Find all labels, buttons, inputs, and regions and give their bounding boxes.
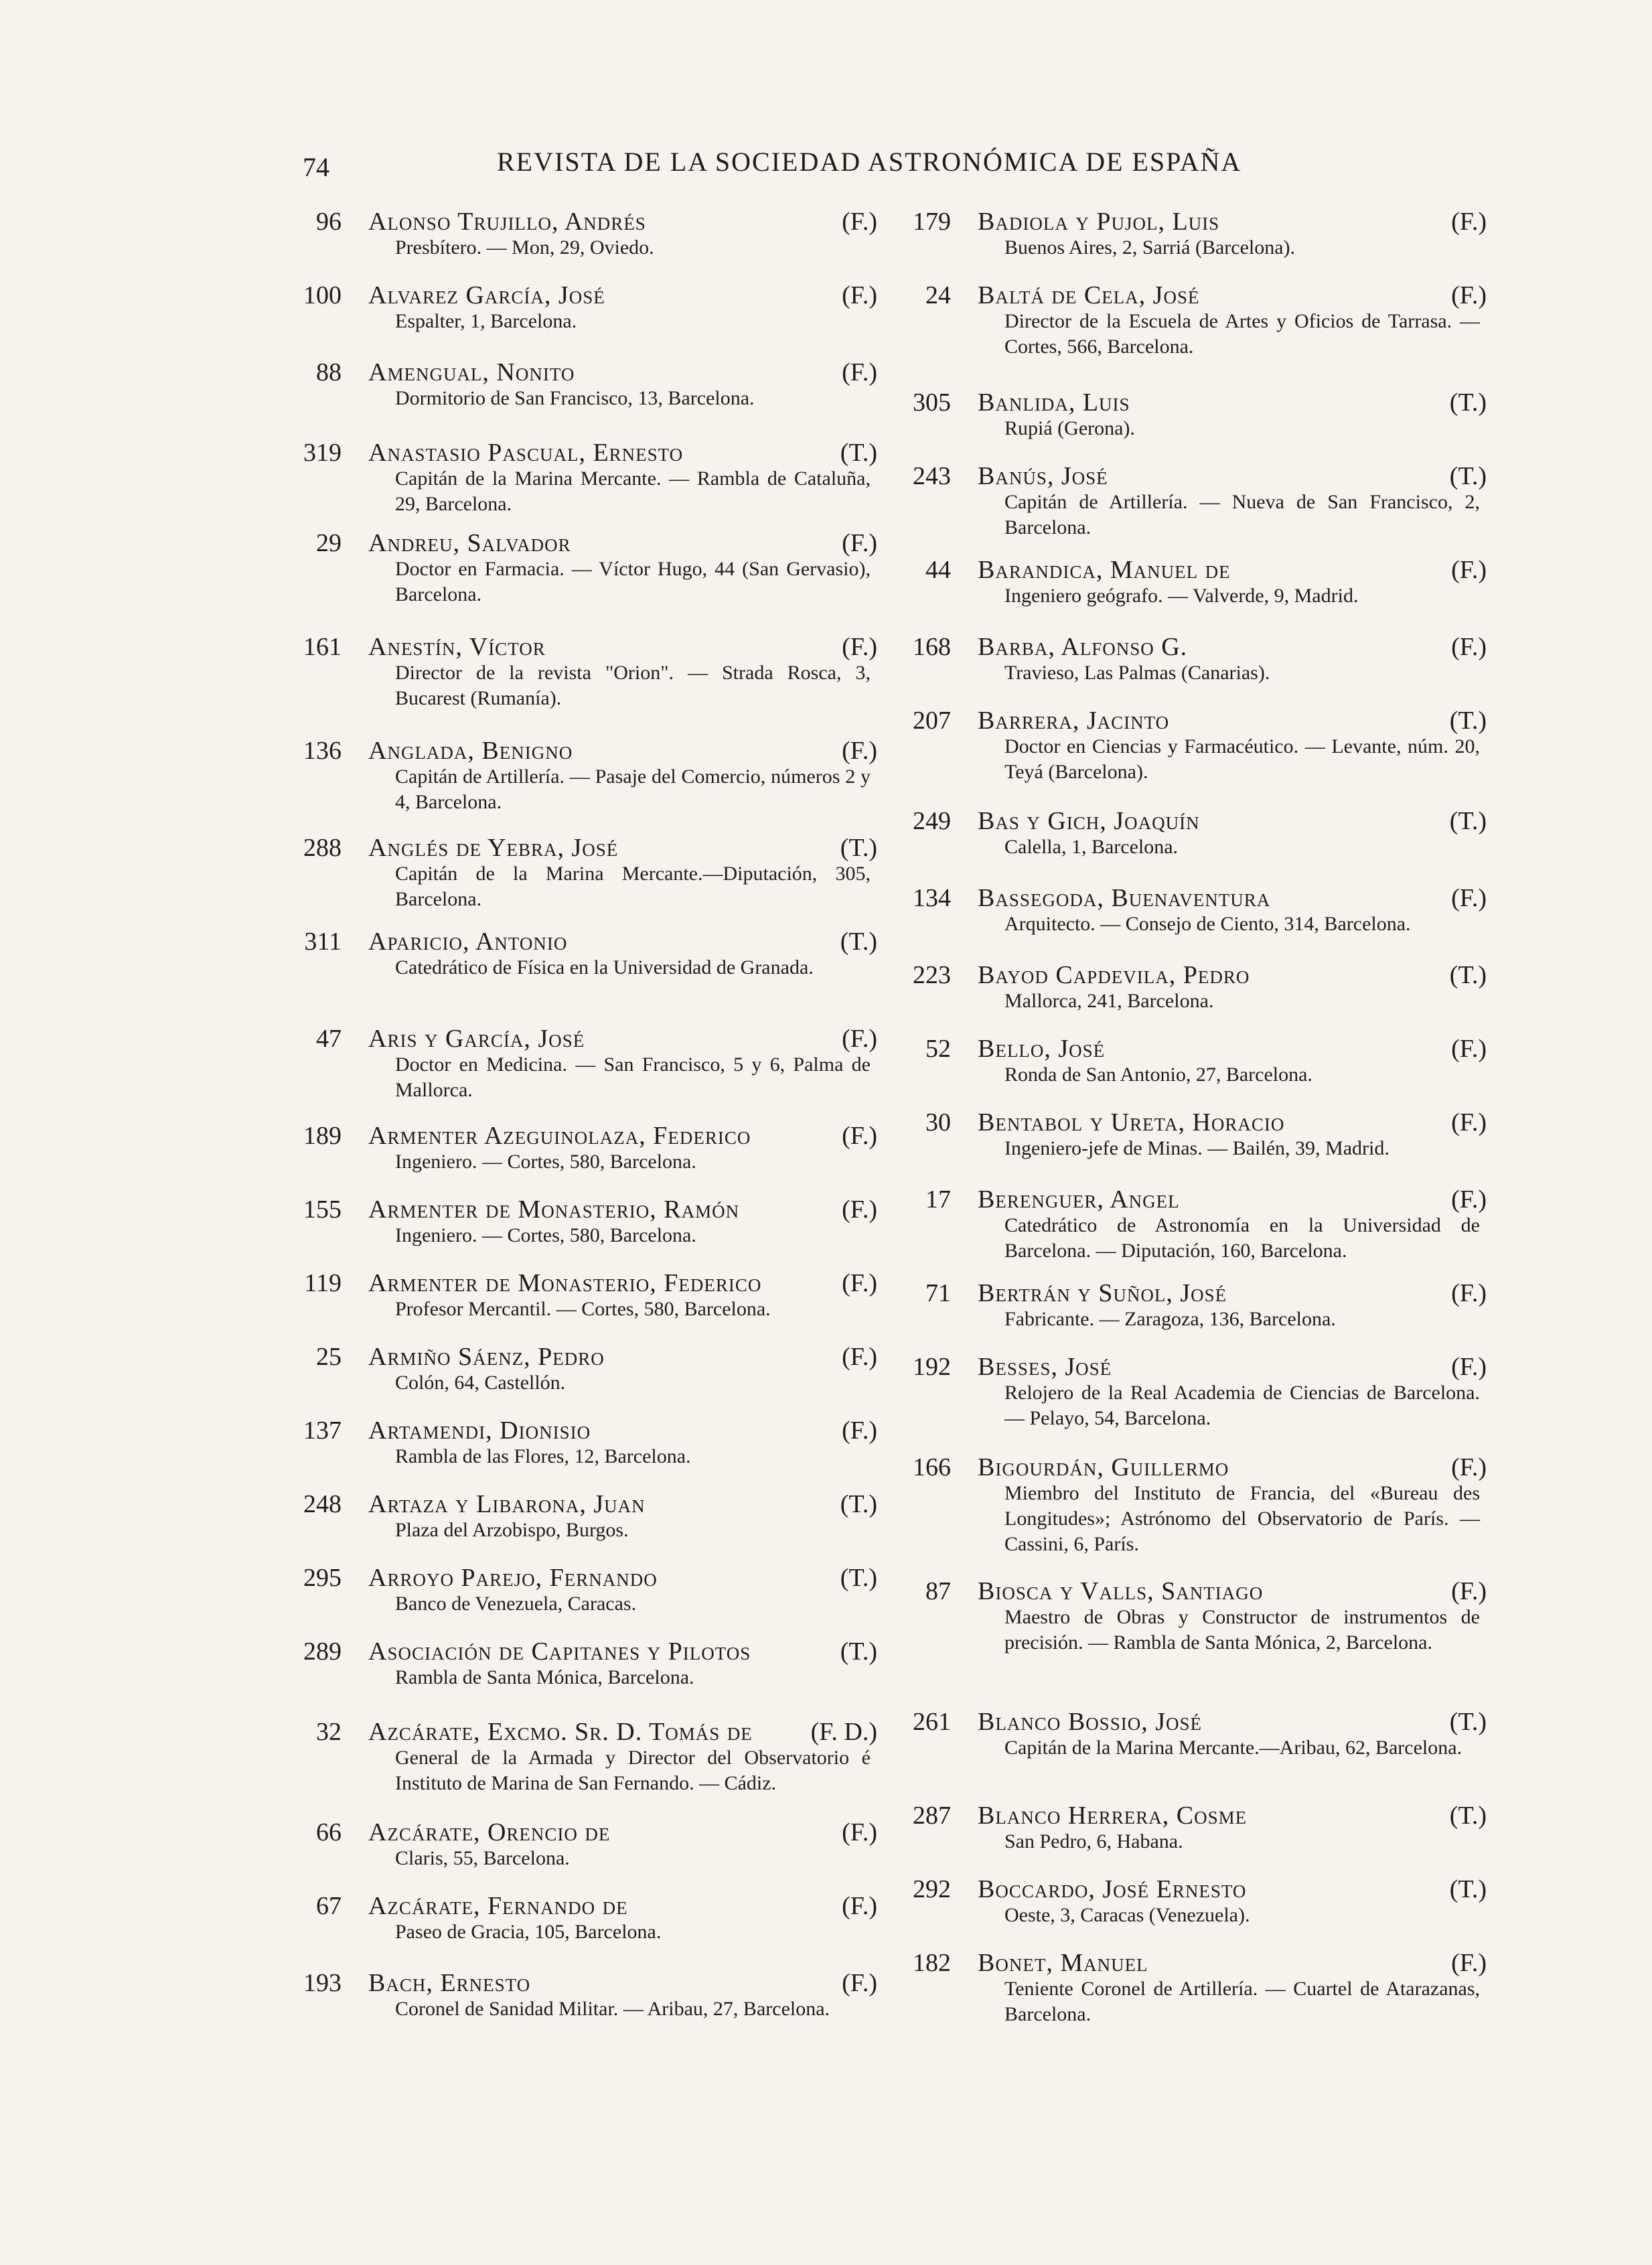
member-entry xyxy=(897,459,1487,540)
member-number: 243 xyxy=(913,462,951,490)
entry-heading xyxy=(288,1634,877,1665)
member-detail: Doctor en Ciencias y Farmacéutico. — Levante, núm. 20, Teyá (Barcelona). xyxy=(1004,735,1480,783)
member-number: 249 xyxy=(913,807,951,835)
member-name: Alvarez García, José xyxy=(368,281,605,309)
member-entry xyxy=(897,1798,1487,1854)
entry-heading xyxy=(897,204,1487,235)
member-entry xyxy=(288,1966,877,2022)
member-number: 88 xyxy=(316,358,342,386)
running-title: REVISTA DE LA SOCIEDAD ASTRONÓMICA DE ESPAÑA xyxy=(497,147,1242,177)
member-category: (F.) xyxy=(1451,556,1487,584)
member-number: 311 xyxy=(304,928,342,956)
entry-heading xyxy=(897,278,1487,309)
member-detail: Rambla de las Flores, 12, Barcelona. xyxy=(395,1445,691,1467)
entry-heading xyxy=(897,1798,1487,1829)
member-detail: Director de la Escuela de Artes y Oficios de Tarrasa. — Cortes, 566, Barcelona. xyxy=(1004,310,1480,358)
member-number: 161 xyxy=(303,633,342,661)
member-detail: Oeste, 3, Caracas (Venezuela). xyxy=(1004,1904,1250,1926)
member-name: Anastasio Pascual, Ernesto xyxy=(368,439,684,467)
member-name: Besses, José xyxy=(978,1353,1112,1381)
member-entry xyxy=(288,1889,877,1945)
member-name: Bigourdán, Guillermo xyxy=(978,1453,1229,1481)
member-detail: Fabricante. — Zaragoza, 136, Barcelona. xyxy=(1004,1308,1336,1330)
entry-heading xyxy=(897,881,1487,911)
member-detail: Mallorca, 241, Barcelona. xyxy=(1004,990,1214,1012)
member-detail: Catedrático de Astronomía en la Universidad de Barcelona. — Diputación, 160, Barcelona. xyxy=(1004,1214,1480,1262)
entry-heading xyxy=(288,1021,877,1052)
member-detail: Ingeniero. — Cortes, 580, Barcelona. xyxy=(395,1224,696,1246)
member-category: (T.) xyxy=(840,1564,877,1592)
entry-heading xyxy=(288,1966,877,1996)
member-name: Aparicio, Antonio xyxy=(368,928,568,956)
member-category: (T.) xyxy=(840,439,877,467)
member-number: 17 xyxy=(925,1185,951,1214)
entry-heading xyxy=(288,830,877,861)
member-number: 305 xyxy=(913,388,951,417)
member-name: Anglés de Yebra, José xyxy=(368,834,619,862)
member-entry xyxy=(288,630,877,711)
member-number: 319 xyxy=(303,439,342,467)
member-name: Bertrán y Suñol, José xyxy=(978,1279,1227,1307)
member-entry xyxy=(897,1031,1487,1088)
member-category: (F.) xyxy=(1451,281,1487,309)
member-number: 71 xyxy=(925,1279,951,1307)
member-entry xyxy=(897,958,1487,1014)
entry-heading xyxy=(288,1339,877,1370)
member-category: (F.) xyxy=(842,208,877,236)
member-name: Bello, José xyxy=(978,1035,1106,1063)
member-category: (F.) xyxy=(842,1195,877,1224)
member-detail: Teniente Coronel de Artillería. — Cuartel de Atarazanas, Barcelona. xyxy=(1004,1978,1480,2025)
entry-heading xyxy=(897,1276,1487,1307)
member-name: Bassegoda, Buenaventura xyxy=(978,884,1271,912)
member-entry xyxy=(288,1118,877,1175)
member-name: Azcárate, Fernando de xyxy=(368,1892,628,1920)
member-category: (F.) xyxy=(1451,884,1487,912)
member-entry xyxy=(288,830,877,912)
entry-heading xyxy=(897,1574,1487,1605)
entry-heading xyxy=(288,733,877,764)
member-number: 182 xyxy=(913,1949,951,1977)
member-name: Bas y Gich, Joaquín xyxy=(978,807,1200,835)
member-name: Artaza y Libarona, Juan xyxy=(368,1490,646,1518)
member-detail: Relojero de la Real Academia de Ciencias de Barcelona. — Pelayo, 54, Barcelona. xyxy=(1004,1382,1480,1429)
member-number: 189 xyxy=(303,1122,342,1150)
member-name: Azcárate, Excmo. Sr. D. Tomás de xyxy=(368,1718,753,1746)
member-category: (T.) xyxy=(1449,1875,1487,1903)
member-detail: Rambla de Santa Mónica, Barcelona. xyxy=(395,1666,694,1688)
member-number: 32 xyxy=(316,1718,342,1746)
member-entry xyxy=(288,924,877,980)
member-number: 44 xyxy=(925,556,951,584)
member-number: 179 xyxy=(913,208,951,236)
member-detail: Capitán de la Marina Mercante.—Diputación, 305, Barcelona. xyxy=(395,863,871,910)
member-number: 134 xyxy=(913,884,951,912)
member-entry xyxy=(288,1560,877,1617)
member-name: Armenter de Monasterio, Federico xyxy=(368,1269,762,1297)
member-detail: San Pedro, 6, Habana. xyxy=(1004,1830,1183,1852)
member-category: (F.) xyxy=(1451,1453,1487,1481)
member-entry xyxy=(897,278,1487,360)
member-name: Armenter Azeguinolaza, Federico xyxy=(368,1122,751,1150)
page-number: 74 xyxy=(303,152,329,182)
member-name: Armiño Sáenz, Pedro xyxy=(368,1343,605,1371)
entry-heading xyxy=(288,1118,877,1149)
member-detail: Paseo de Gracia, 105, Barcelona. xyxy=(395,1921,662,1943)
member-number: 29 xyxy=(316,529,342,557)
member-name: Asociación de Capitanes y Pilotos xyxy=(368,1637,751,1666)
member-name: Anestín, Víctor xyxy=(368,633,546,661)
member-category: (F. D.) xyxy=(810,1718,877,1746)
entry-heading xyxy=(897,958,1487,989)
member-category: (F.) xyxy=(842,1969,877,1997)
member-number: 168 xyxy=(913,633,951,661)
member-name: Armenter de Monasterio, Ramón xyxy=(368,1195,740,1224)
member-entry xyxy=(897,630,1487,686)
member-category: (F.) xyxy=(842,1122,877,1150)
member-number: 119 xyxy=(304,1269,342,1297)
entry-heading xyxy=(897,1450,1487,1481)
member-entry xyxy=(897,385,1487,441)
member-category: (F.) xyxy=(1451,1108,1487,1137)
member-detail: Ingeniero. — Cortes, 580, Barcelona. xyxy=(395,1151,696,1173)
entry-heading xyxy=(288,355,877,386)
member-number: 155 xyxy=(303,1195,342,1224)
member-number: 192 xyxy=(913,1353,951,1381)
entry-heading xyxy=(897,703,1487,734)
member-number: 47 xyxy=(316,1025,342,1053)
member-entry xyxy=(288,1634,877,1690)
member-detail: Capitán de Artillería. — Pasaje del Comercio, números 2 y 4, Barcelona. xyxy=(395,765,871,813)
entry-heading xyxy=(288,278,877,309)
entry-heading xyxy=(288,526,877,557)
member-number: 24 xyxy=(925,281,951,309)
member-name: Berenguer, Angel xyxy=(978,1185,1180,1214)
member-detail: General de la Armada y Director del Observatorio é Instituto de Marina de San Fernando. — Cádiz. xyxy=(395,1747,871,1794)
member-name: Baltá de Cela, José xyxy=(978,281,1200,309)
member-category: (F.) xyxy=(842,1416,877,1445)
member-category: (F.) xyxy=(842,1025,877,1053)
member-entry xyxy=(288,1339,877,1396)
member-category: (F.) xyxy=(1451,1279,1487,1307)
entry-heading xyxy=(288,630,877,660)
member-detail: Doctor en Farmacia. — Víctor Hugo, 44 (San Gervasio), Barcelona. xyxy=(395,558,871,605)
member-detail: Calella, 1, Barcelona. xyxy=(1004,836,1179,858)
member-number: 295 xyxy=(303,1564,342,1592)
member-category: (F.) xyxy=(842,737,877,765)
member-entry xyxy=(897,1276,1487,1332)
member-name: Azcárate, Orencio de xyxy=(368,1818,611,1846)
member-entry xyxy=(288,1021,877,1103)
page-header xyxy=(303,146,1454,186)
member-entry xyxy=(897,1946,1487,2027)
member-category: (T.) xyxy=(1449,961,1487,989)
member-category: (F.) xyxy=(1451,1185,1487,1214)
entry-heading xyxy=(897,804,1487,834)
member-entry xyxy=(288,204,877,261)
member-name: Bentabol y Ureta, Horacio xyxy=(978,1108,1285,1137)
entry-heading xyxy=(897,385,1487,416)
member-name: Anglada, Benigno xyxy=(368,737,573,765)
member-detail: Arquitecto. — Consejo de Ciento, 314, Barcelona. xyxy=(1004,913,1411,935)
entry-heading xyxy=(897,1182,1487,1213)
member-name: Biosca y Valls, Santiago xyxy=(978,1577,1264,1605)
entry-heading xyxy=(288,435,877,466)
member-number: 287 xyxy=(913,1802,951,1830)
member-category: (T.) xyxy=(840,928,877,956)
member-category: (F.) xyxy=(842,1269,877,1297)
member-name: Bach, Ernesto xyxy=(368,1969,531,1997)
member-entry xyxy=(897,1872,1487,1928)
member-category: (F.) xyxy=(842,1818,877,1846)
member-number: 223 xyxy=(913,961,951,989)
member-entry xyxy=(897,553,1487,609)
member-entry xyxy=(288,1266,877,1322)
member-name: Aris y García, José xyxy=(368,1025,585,1053)
member-category: (F.) xyxy=(1451,1035,1487,1063)
member-detail: Coronel de Sanidad Militar. — Aribau, 27, Barcelona. xyxy=(395,1998,830,2020)
member-name: Banlida, Luis xyxy=(978,388,1130,417)
member-detail: Rupiá (Gerona). xyxy=(1004,417,1135,439)
member-entry xyxy=(288,355,877,411)
member-category: (T.) xyxy=(1449,807,1487,835)
member-detail: Claris, 55, Barcelona. xyxy=(395,1847,570,1869)
member-number: 137 xyxy=(303,1416,342,1445)
member-entry xyxy=(288,1815,877,1871)
member-number: 66 xyxy=(316,1818,342,1846)
entry-heading xyxy=(897,1349,1487,1380)
member-detail: Ronda de San Antonio, 27, Barcelona. xyxy=(1004,1064,1312,1086)
member-number: 248 xyxy=(303,1490,342,1518)
member-category: (T.) xyxy=(1449,1802,1487,1830)
member-detail: Espalter, 1, Barcelona. xyxy=(395,310,577,332)
member-name: Alonso Trujillo, Andrés xyxy=(368,208,646,236)
member-detail: Presbítero. — Mon, 29, Oviedo. xyxy=(395,236,654,259)
member-detail: Travieso, Las Palmas (Canarias). xyxy=(1004,662,1270,684)
entry-heading xyxy=(288,204,877,235)
member-number: 136 xyxy=(303,737,342,765)
entry-heading xyxy=(288,1413,877,1444)
entry-heading xyxy=(288,1815,877,1846)
member-name: Barandica, Manuel de xyxy=(978,556,1231,584)
member-detail: Capitán de la Marina Mercante. — Rambla de Cataluña, 29, Barcelona. xyxy=(395,467,871,515)
member-name: Bonet, Manuel xyxy=(978,1949,1148,1977)
member-number: 193 xyxy=(303,1969,342,1997)
member-category: (F.) xyxy=(1451,1949,1487,1977)
entry-heading xyxy=(897,1031,1487,1062)
entry-heading xyxy=(897,1105,1487,1136)
member-category: (T.) xyxy=(1449,462,1487,490)
member-detail: Ingeniero-jefe de Minas. — Bailén, 39, Madrid. xyxy=(1004,1137,1390,1159)
entry-heading xyxy=(897,1872,1487,1903)
entry-heading xyxy=(288,1266,877,1297)
member-entry xyxy=(897,204,1487,261)
member-name: Arroyo Parejo, Fernando xyxy=(368,1564,658,1592)
member-number: 292 xyxy=(913,1875,951,1903)
entry-heading xyxy=(897,1704,1487,1735)
member-category: (F.) xyxy=(842,1343,877,1371)
member-name: Blanco Bossio, José xyxy=(978,1708,1203,1736)
member-category: (T.) xyxy=(840,834,877,862)
member-number: 52 xyxy=(925,1035,951,1063)
member-name: Amengual, Nonito xyxy=(368,358,575,386)
entry-heading xyxy=(897,459,1487,490)
member-category: (T.) xyxy=(1449,1708,1487,1736)
member-name: Andreu, Salvador xyxy=(368,529,571,557)
member-name: Barba, Alfonso G. xyxy=(978,633,1188,661)
member-number: 100 xyxy=(303,281,342,309)
member-category: (F.) xyxy=(842,1892,877,1920)
member-category: (T.) xyxy=(840,1490,877,1518)
member-detail: Capitán de Artillería. — Nueva de San Francisco, 2, Barcelona. xyxy=(1004,491,1480,538)
member-detail: Maestro de Obras y Constructor de instrumentos de precisión. — Rambla de Santa Mónica, 2, Barcelona. xyxy=(1004,1606,1480,1654)
member-entry xyxy=(897,1349,1487,1431)
member-entry xyxy=(288,1487,877,1543)
member-entry xyxy=(897,1182,1487,1264)
member-number: 288 xyxy=(303,834,342,862)
member-category: (F.) xyxy=(842,529,877,557)
member-entry xyxy=(288,278,877,334)
member-category: (T.) xyxy=(1449,707,1487,735)
member-category: (F.) xyxy=(842,633,877,661)
member-detail: Buenos Aires, 2, Sarriá (Barcelona). xyxy=(1004,236,1296,259)
member-detail: Director de la revista "Orion". — Strada Rosca, 3, Bucarest (Rumanía). xyxy=(395,662,871,709)
member-detail: Colón, 64, Castellón. xyxy=(395,1372,566,1394)
member-category: (F.) xyxy=(1451,633,1487,661)
member-detail: Doctor en Medicina. — San Francisco, 5 y 6, Palma de Mallorca. xyxy=(395,1053,871,1101)
member-detail: Profesor Mercantil. — Cortes, 580, Barcelona. xyxy=(395,1298,771,1320)
member-entry xyxy=(897,1704,1487,1761)
member-name: Bayod Capdevila, Pedro xyxy=(978,961,1250,989)
entry-heading xyxy=(897,553,1487,583)
entry-heading xyxy=(288,1714,877,1745)
member-entry xyxy=(897,804,1487,860)
member-entry xyxy=(288,435,877,517)
member-entry xyxy=(897,1450,1487,1557)
member-name: Blanco Herrera, Cosme xyxy=(978,1802,1248,1830)
member-number: 207 xyxy=(913,707,951,735)
member-detail: Capitán de la Marina Mercante.—Aribau, 62, Barcelona. xyxy=(1004,1737,1462,1759)
member-number: 166 xyxy=(913,1453,951,1481)
member-entry xyxy=(897,1105,1487,1161)
member-entry xyxy=(288,1714,877,1796)
member-category: (F.) xyxy=(1451,1353,1487,1381)
member-category: (F.) xyxy=(842,358,877,386)
member-entry xyxy=(288,733,877,815)
member-entry xyxy=(288,1192,877,1248)
member-category: (T.) xyxy=(1449,388,1487,417)
entry-heading xyxy=(288,1889,877,1919)
member-name: Banús, José xyxy=(978,462,1108,490)
entry-heading xyxy=(288,1487,877,1518)
member-number: 30 xyxy=(925,1108,951,1137)
member-number: 261 xyxy=(913,1708,951,1736)
member-detail: Banco de Venezuela, Caracas. xyxy=(395,1593,637,1615)
member-number: 67 xyxy=(316,1892,342,1920)
entry-heading xyxy=(288,1192,877,1223)
member-detail: Dormitorio de San Francisco, 13, Barcelona. xyxy=(395,387,755,409)
member-number: 96 xyxy=(316,208,342,236)
member-entry xyxy=(897,881,1487,937)
member-detail: Catedrático de Física en la Universidad de Granada. xyxy=(395,956,814,978)
entry-heading xyxy=(897,1946,1487,1976)
member-detail: Plaza del Arzobispo, Burgos. xyxy=(395,1519,629,1541)
member-name: Artamendi, Dionisio xyxy=(368,1416,591,1445)
member-name: Boccardo, José Ernesto xyxy=(978,1875,1247,1903)
member-name: Badiola y Pujol, Luis xyxy=(978,208,1220,236)
member-entry xyxy=(288,1413,877,1469)
member-entry xyxy=(288,526,877,607)
member-category: (F.) xyxy=(1451,1577,1487,1605)
member-name: Barrera, Jacinto xyxy=(978,707,1170,735)
member-number: 87 xyxy=(925,1577,951,1605)
entry-heading xyxy=(288,924,877,955)
member-category: (T.) xyxy=(840,1637,877,1666)
entry-heading xyxy=(897,630,1487,660)
member-entry xyxy=(897,703,1487,785)
member-entry xyxy=(897,1574,1487,1656)
member-category: (F.) xyxy=(1451,208,1487,236)
member-number: 25 xyxy=(316,1343,342,1371)
member-category: (F.) xyxy=(842,281,877,309)
member-number: 289 xyxy=(303,1637,342,1666)
member-detail: Ingeniero geógrafo. — Valverde, 9, Madrid. xyxy=(1004,585,1359,607)
member-detail: Miembro del Instituto de Francia, del «Bureau des Longitudes»; Astrónomo del Observatorio de París. — Cassini, 6, París. xyxy=(1004,1482,1480,1555)
entry-heading xyxy=(288,1560,877,1591)
